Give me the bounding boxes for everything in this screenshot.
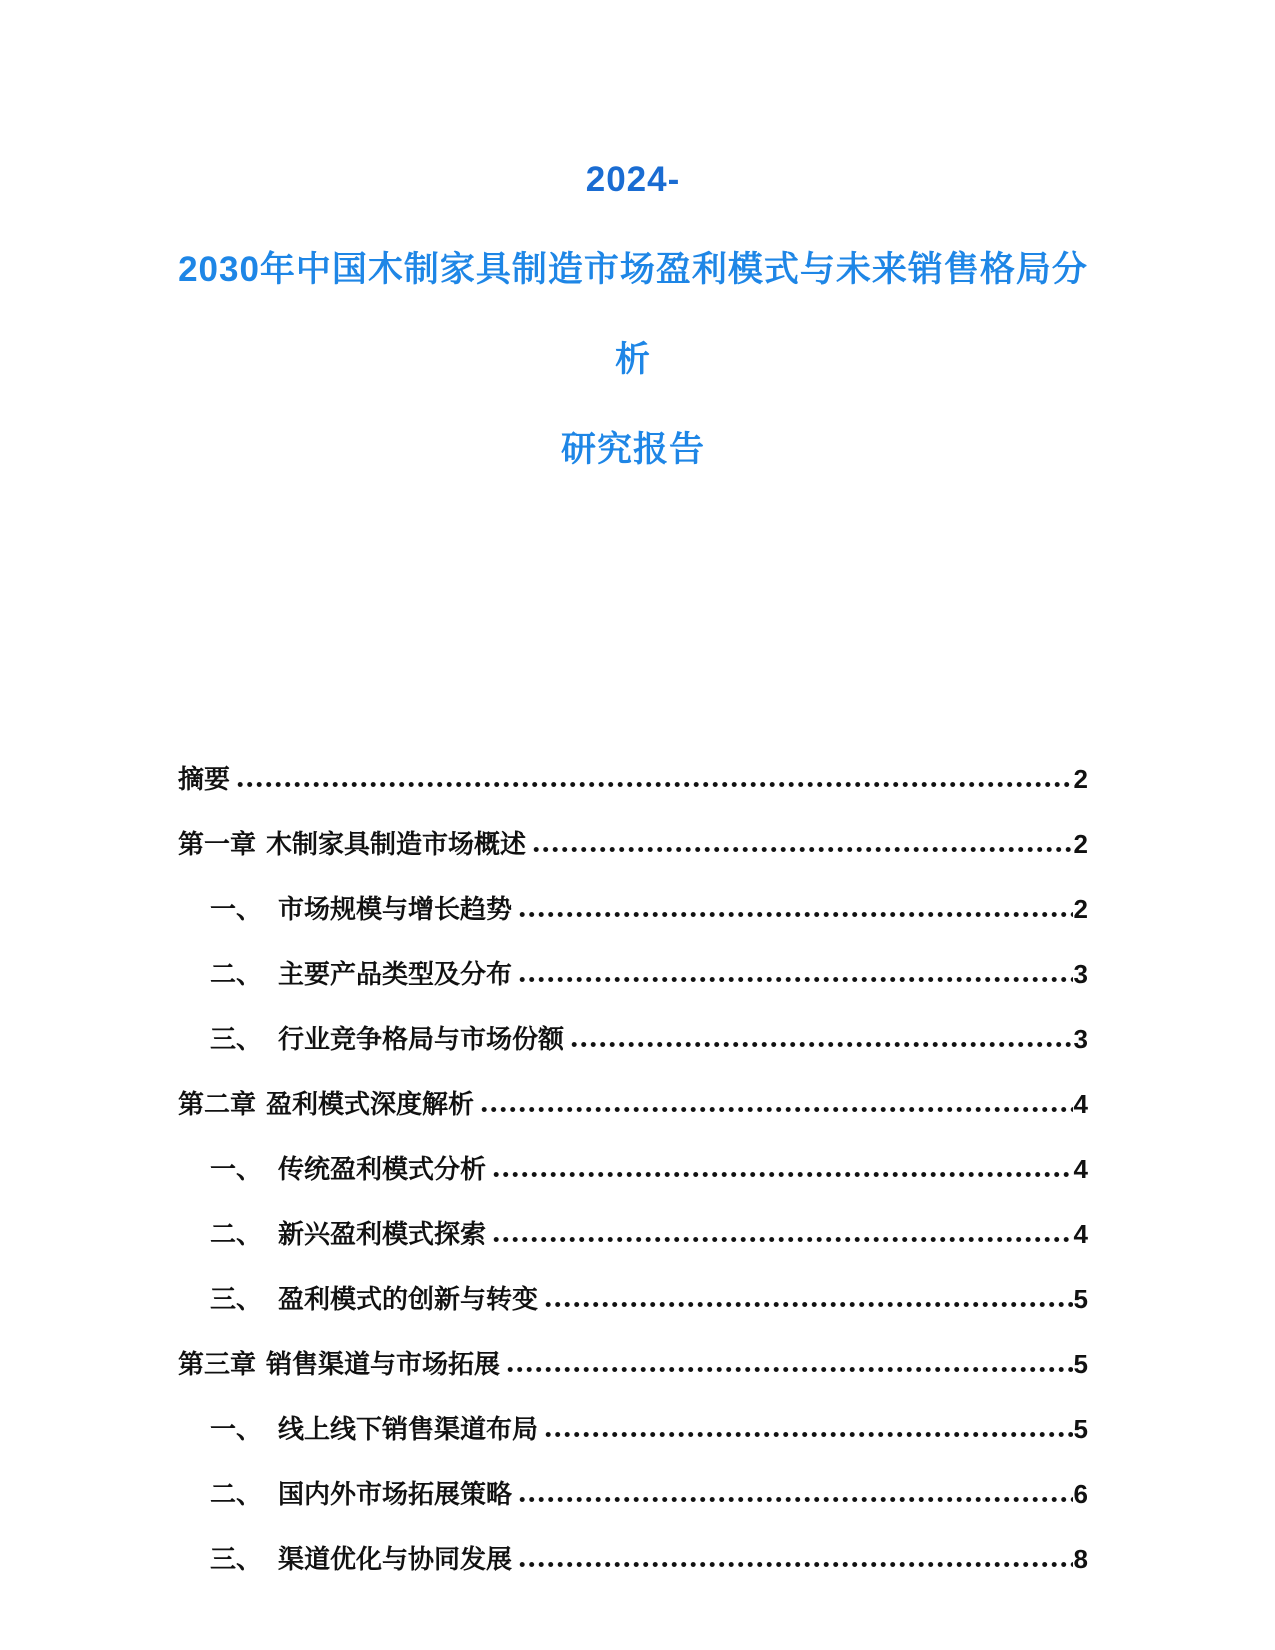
toc-entry-chapter-1-section-3[interactable] xyxy=(178,1007,1088,1072)
toc-page-number: 4 xyxy=(1073,1154,1088,1184)
toc-entry-number: 第一章 xyxy=(178,829,257,859)
dot-leader xyxy=(237,781,1073,788)
toc-entry-number: 三、 xyxy=(210,1284,263,1314)
toc-entry-label: 市场规模与增长趋势 xyxy=(278,894,513,924)
dot-leader xyxy=(519,976,1073,983)
toc-entry-label: 传统盈利模式分析 xyxy=(278,1154,487,1184)
toc-entry-label: 木制家具制造市场概述 xyxy=(266,829,527,859)
toc-page-number: 2 xyxy=(1073,764,1088,794)
toc-entry-number: 第二章 xyxy=(178,1089,257,1119)
toc-page-number: 3 xyxy=(1073,959,1088,989)
report-title-block xyxy=(178,0,1088,495)
toc-entry-number: 三、 xyxy=(210,1024,263,1054)
report-title-line-1: 2024- xyxy=(585,160,681,199)
toc-entry-label: 盈利模式的创新与转变 xyxy=(278,1284,539,1314)
toc-entry-number: 一、 xyxy=(210,1414,263,1444)
toc-entry-label: 主要产品类型及分布 xyxy=(278,959,513,989)
table-of-contents xyxy=(178,747,1088,1592)
toc-page-number: 2 xyxy=(1073,894,1088,924)
report-title-line-3: 研究报告 xyxy=(560,430,705,469)
toc-entry-chapter-3-section-3[interactable] xyxy=(178,1527,1088,1592)
dot-leader xyxy=(519,1496,1073,1503)
toc-entry-number: 一、 xyxy=(210,1154,263,1184)
toc-entry-number: 三、 xyxy=(210,1544,263,1574)
toc-entry-label: 行业竞争格局与市场份额 xyxy=(278,1024,565,1054)
toc-entry-number: 二、 xyxy=(210,959,263,989)
dot-leader xyxy=(519,911,1073,918)
toc-entry-number: 第三章 xyxy=(178,1349,257,1379)
toc-page-number: 5 xyxy=(1073,1349,1088,1379)
dot-leader xyxy=(493,1171,1073,1178)
toc-entry-label: 盈利模式深度解析 xyxy=(266,1089,475,1119)
toc-page-number: 8 xyxy=(1073,1544,1088,1574)
toc-entry-chapter-2-section-1[interactable] xyxy=(178,1137,1088,1202)
toc-entry-chapter-1-section-2[interactable] xyxy=(178,942,1088,1007)
toc-entry-label: 渠道优化与协同发展 xyxy=(278,1544,513,1574)
dot-leader xyxy=(481,1106,1073,1113)
toc-entry-number: 一、 xyxy=(210,894,263,924)
toc-entry-label: 销售渠道与市场拓展 xyxy=(266,1349,501,1379)
toc-entry-chapter-2-section-3[interactable] xyxy=(178,1267,1088,1332)
toc-entry-number: 二、 xyxy=(210,1479,263,1509)
dot-leader xyxy=(507,1366,1073,1373)
toc-entry-label: 国内外市场拓展策略 xyxy=(278,1479,513,1509)
toc-page-number: 5 xyxy=(1073,1414,1088,1444)
toc-entry-abstract[interactable] xyxy=(178,747,1088,812)
toc-entry-chapter-3-section-2[interactable] xyxy=(178,1462,1088,1527)
toc-page-number: 6 xyxy=(1073,1479,1088,1509)
toc-page-number: 2 xyxy=(1073,829,1088,859)
toc-entry-label: 线上线下销售渠道布局 xyxy=(278,1414,539,1444)
report-title-line-2: 2030年中国木制家具制造市场盈利模式与未来销售格局分析 xyxy=(178,250,1088,379)
toc-entry-chapter-3-section-1[interactable] xyxy=(178,1397,1088,1462)
toc-page-number: 3 xyxy=(1073,1024,1088,1054)
toc-entry-chapter-2-section-2[interactable] xyxy=(178,1202,1088,1267)
toc-entry-chapter-2[interactable] xyxy=(178,1072,1088,1137)
toc-page-number: 4 xyxy=(1073,1089,1088,1119)
toc-entry-chapter-3[interactable] xyxy=(178,1332,1088,1397)
toc-entry-label: 新兴盈利模式探索 xyxy=(278,1219,487,1249)
dot-leader xyxy=(493,1236,1073,1243)
dot-leader xyxy=(519,1561,1073,1568)
toc-entry-chapter-1-section-1[interactable] xyxy=(178,877,1088,942)
toc-entry-label: 摘要 xyxy=(178,764,231,794)
dot-leader xyxy=(533,846,1073,853)
toc-page-number: 4 xyxy=(1073,1219,1088,1249)
dot-leader xyxy=(545,1431,1073,1438)
toc-entry-number: 二、 xyxy=(210,1219,263,1249)
dot-leader xyxy=(571,1041,1073,1048)
toc-page-number: 5 xyxy=(1073,1284,1088,1314)
toc-entry-chapter-1[interactable] xyxy=(178,812,1088,877)
dot-leader xyxy=(545,1301,1073,1308)
